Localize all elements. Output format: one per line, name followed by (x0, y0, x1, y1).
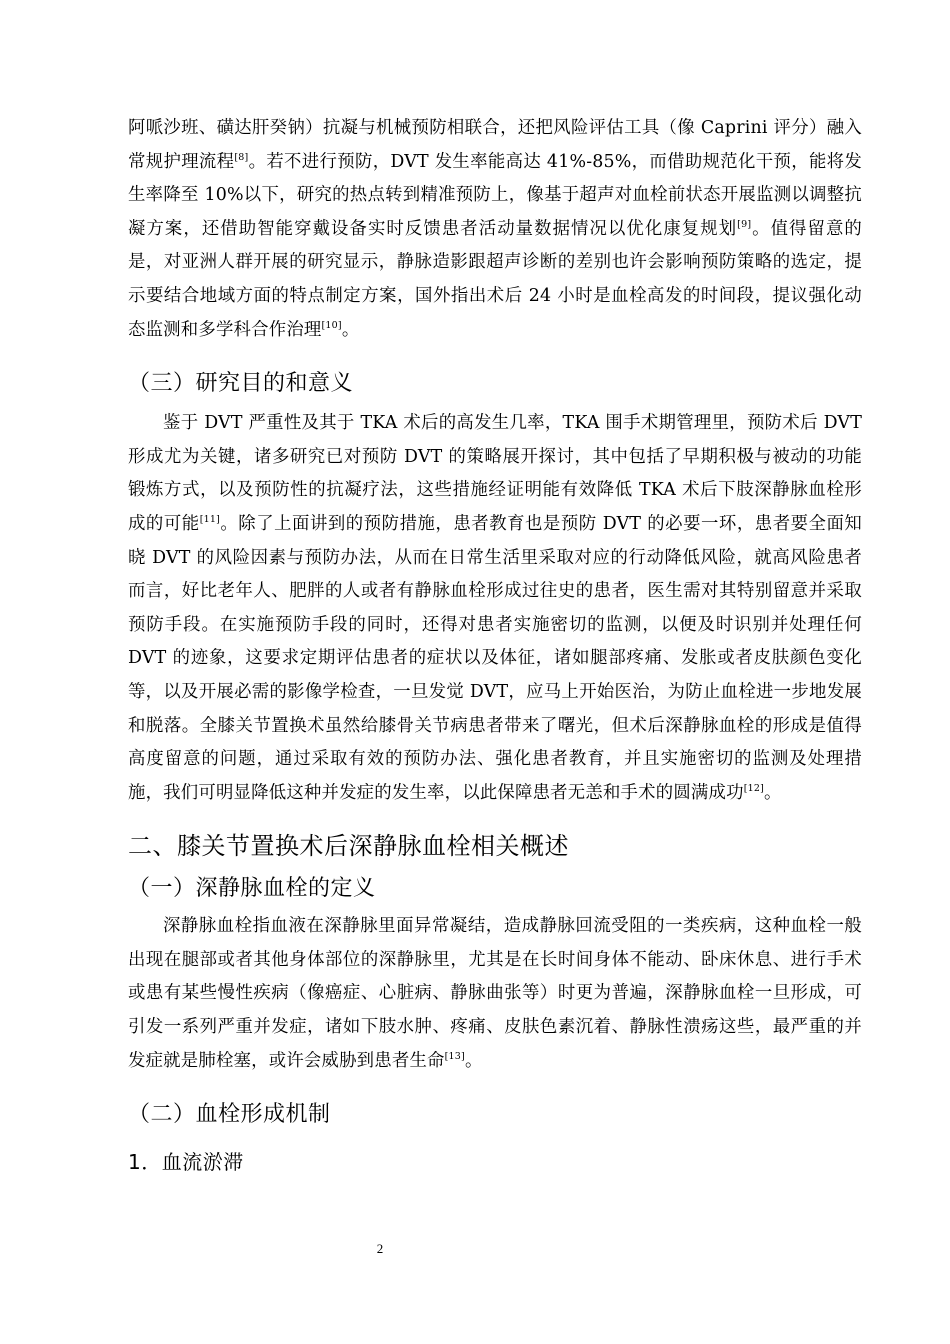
text: 阿哌沙班、磺达肝癸钠）抗凝与机械预防相联合，还把风险评估工具（像 Caprini 评分）融入常规护理流程 (128, 118, 862, 172)
text: 。值得留意的是，对亚洲人群开展的研究显示，静脉造影跟超声诊断的差别也许会影响预防策略的选定，提示要结合地域方面的特点制定方案，国外指出术后 24 小时是血栓高发的时间段，提议强化动态监测和多学科合作治理 (128, 218, 862, 340)
text: 。若不进行预防，DVT 发生率能高达 41%-85%，而借助规范化干预，能将发生率降至 10%以下，研究的热点转到精准预防上，像基于超声对血栓前状态开展监测以调整抗凝方案，还借助智能穿戴设备实时反馈患者活动量数据情况以优化康复规划 (128, 151, 863, 239)
section-heading-definition: （一）深静脉血栓的定义 (128, 876, 376, 902)
citation: [12] (743, 782, 764, 794)
page-content (128, 112, 862, 1176)
text: 。 (764, 782, 782, 803)
section-heading-research-purpose: （三）研究目的和意义 (128, 371, 354, 397)
chapter-heading: 二、膝关节置换术后深静脉血栓相关概述 (128, 832, 569, 861)
text: 。 (341, 319, 360, 340)
citation: [13] (444, 1050, 465, 1062)
text: 。 (464, 1050, 483, 1071)
citation: [11] (199, 514, 221, 526)
citation: [9] (737, 218, 752, 230)
subsection-heading-stasis: 1．血流淤滞 (128, 1150, 244, 1175)
text: 深静脉血栓指血液在深静脉里面异常凝结，造成静脉回流受阻的一类疾病，这种血栓一般出现在腿部或者其他身体部位的深静脉里，尤其是在长时间身体不能动、卧床休息、进行手术或患有某些慢性疾病（像癌症、心脏病、静脉曲张等）时更为普遍，深静脉血栓一旦形成，可引发一系列严重并发症，诸如下肢水肿、疼痛、皮肤色素沉着、静脉性溃疡这些，最严重的并发症就是肺栓塞，或许会威胁到患者生命 (128, 916, 862, 1071)
section-heading-mechanism: （二）血栓形成机制 (128, 1102, 331, 1128)
citation: [8] (234, 151, 249, 163)
paragraph-definition (128, 910, 862, 1078)
page-number: 2 (376, 1241, 384, 1256)
paragraph-research-purpose (128, 407, 862, 810)
paragraph-prevention-summary (128, 112, 862, 347)
citation: [10] (321, 319, 342, 331)
text: 鉴于 DVT 严重性及其于 TKA 术后的高发生几率，TKA 围手术期管理里，预防术后 DVT 形成尤为关键，诸多研究已对预防 DVT 的策略展开探讨，其中包括了早期积极与被动的功能锻炼方式，以及预防性的抗凝疗法，这些措施经证明能有效降低 TKA 术后下肢深静脉血栓形成的可能 (128, 413, 862, 534)
text: 。除了上面讲到的预防措施，患者教育也是预防 DVT 的必要一环，患者要全面知晓 DVT 的风险因素与预防办法，从而在日常生活里采取对应的行动降低风险，就高风险患者而言，好比老年人、肥胖的人或者有静脉血栓形成过往史的患者，医生需对其特别留意并采取预防手段。在实施预防手段的同时，还得对患者实施密切的监测，以便及时识别并处理任何 DVT 的迹象，这要求定期评估患者的症状以及体征，诸如腿部疼痛、发胀或者皮肤颜色变化等，以及开展必需的影像学检查，一旦发觉 DVT，应马上开始医治，为防止血栓进一步地发展和脱落。全膝关节置换术虽然给膝骨关节病患者带来了曙光，但术后深静脉血栓的形成是值得高度留意的问题，通过采取有效的预防办法、强化患者教育，并且实施密切的监测及处理措施，我们可明显降低这种并发症的发生率，以此保障患者无恙和手术的圆满成功 (128, 513, 862, 803)
